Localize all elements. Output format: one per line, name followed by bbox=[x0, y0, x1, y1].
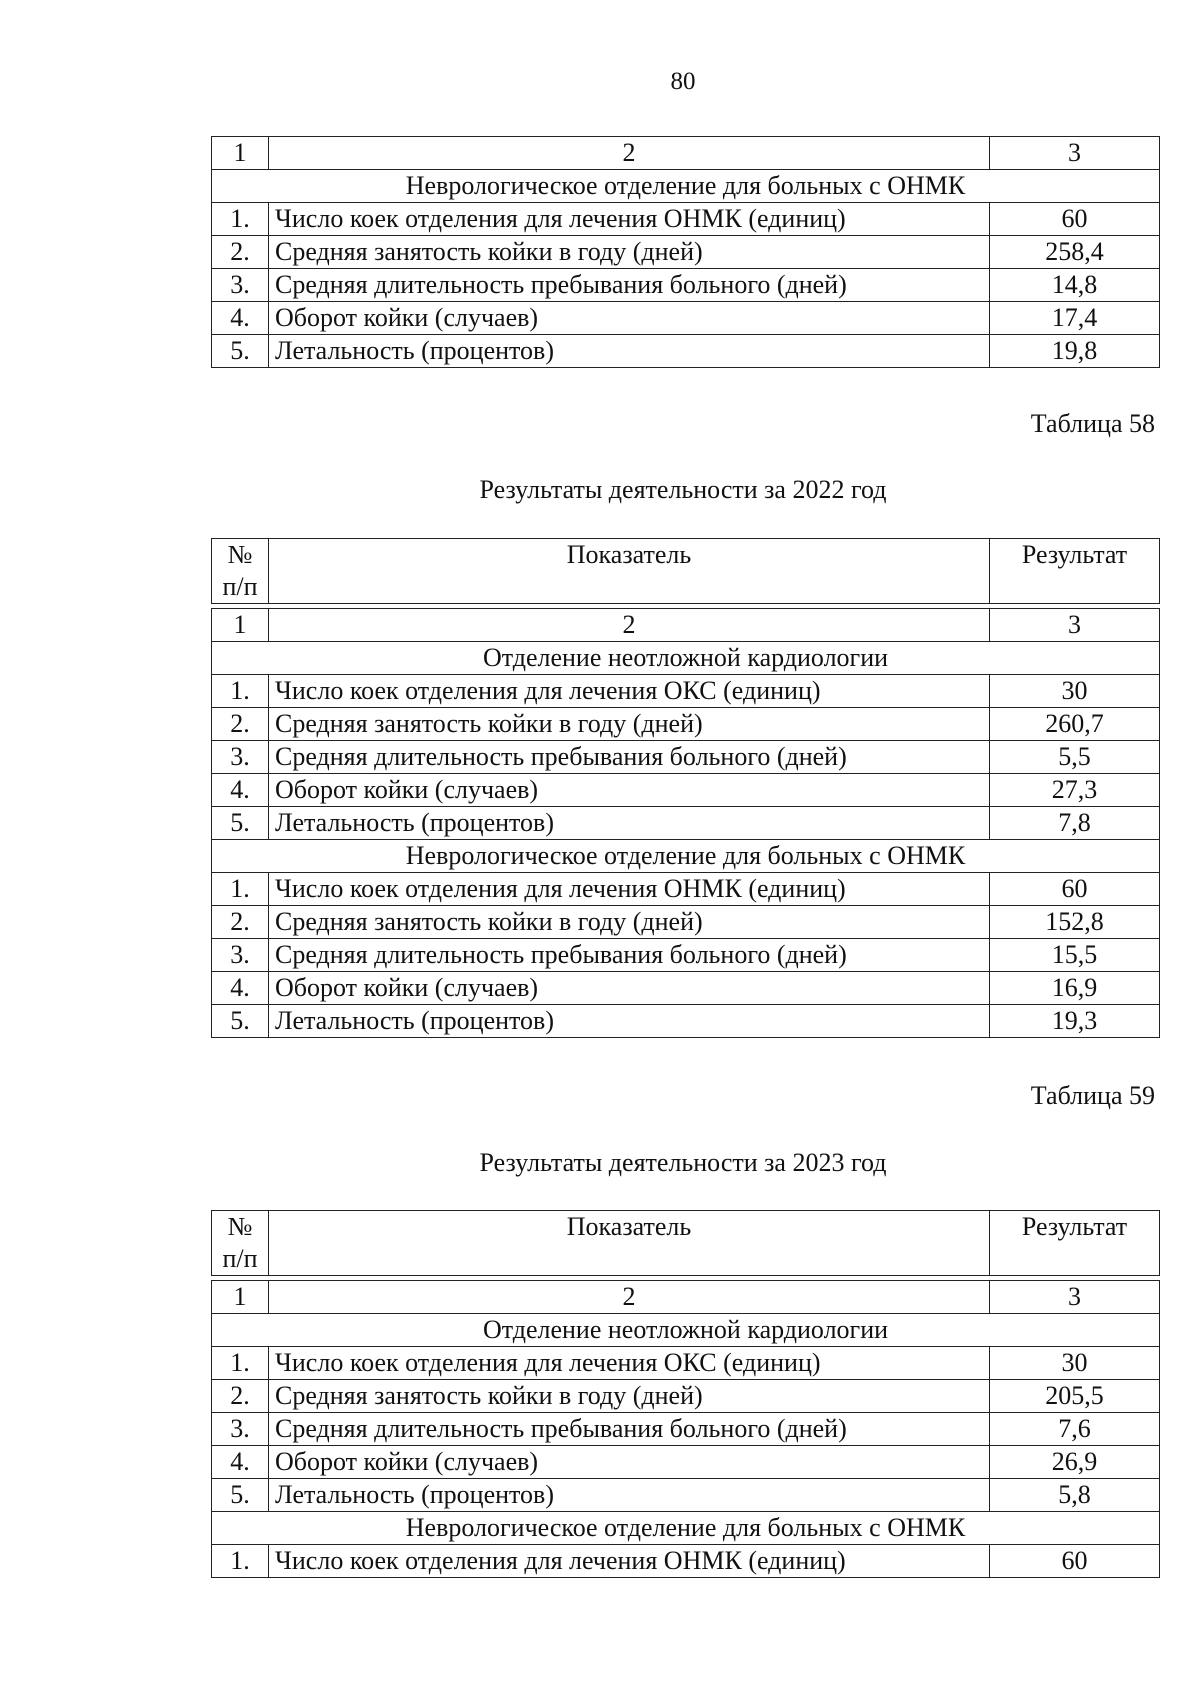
table-row bbox=[212, 1413, 1160, 1446]
indicator-name: Число коек отделения для лечения ОКС (единиц) bbox=[269, 675, 990, 708]
indicator-name: Средняя занятость койки в году (дней) bbox=[269, 236, 990, 269]
indicator-value: 7,6 bbox=[990, 1413, 1160, 1446]
row-number: 1. bbox=[212, 203, 269, 236]
indicator-value: 14,8 bbox=[990, 269, 1160, 302]
indicator-value: 60 bbox=[990, 1545, 1160, 1578]
indicator-name: Оборот койки (случаев) bbox=[269, 1446, 990, 1479]
indicator-name: Средняя длительность пребывания больного (дней) bbox=[269, 269, 990, 302]
table-row bbox=[212, 1005, 1160, 1038]
indicator-value: 19,8 bbox=[990, 335, 1160, 368]
row-number: 3. bbox=[212, 939, 269, 972]
table-row bbox=[212, 774, 1160, 807]
continued-table bbox=[211, 136, 1160, 368]
indicator-value: 5,8 bbox=[990, 1479, 1160, 1512]
indicator-value: 17,4 bbox=[990, 302, 1160, 335]
section-title: Отделение неотложной кардиологии bbox=[212, 1314, 1160, 1347]
header-number-line1: № bbox=[227, 1212, 253, 1241]
section-row bbox=[212, 840, 1160, 873]
indicator-value: 5,5 bbox=[990, 741, 1160, 774]
row-number: 1. bbox=[212, 1545, 269, 1578]
indicator-name: Средняя длительность пребывания больного (дней) bbox=[269, 939, 990, 972]
row-number: 3. bbox=[212, 1413, 269, 1446]
row-number: 1. bbox=[212, 873, 269, 906]
column-number: 2 bbox=[269, 137, 990, 170]
indicator-name: Летальность (процентов) bbox=[269, 335, 990, 368]
row-number: 3. bbox=[212, 741, 269, 774]
table-58-title: Результаты деятельности за 2022 год bbox=[479, 475, 887, 504]
column-number: 2 bbox=[269, 609, 990, 642]
section-title: Неврологическое отделение для больных с ОНМК bbox=[212, 170, 1160, 203]
indicator-value: 60 bbox=[990, 873, 1160, 906]
header-number bbox=[212, 539, 269, 604]
row-number: 5. bbox=[212, 335, 269, 368]
row-number: 2. bbox=[212, 236, 269, 269]
table-row bbox=[212, 873, 1160, 906]
column-number: 1 bbox=[212, 609, 269, 642]
indicator-name: Число коек отделения для лечения ОНМК (единиц) bbox=[269, 203, 990, 236]
table-row bbox=[212, 203, 1160, 236]
table-row bbox=[212, 302, 1160, 335]
table-59-title: Результаты деятельности за 2023 год bbox=[479, 1148, 887, 1177]
indicator-value: 152,8 bbox=[990, 906, 1160, 939]
row-number: 1. bbox=[212, 1347, 269, 1380]
table-row bbox=[212, 675, 1160, 708]
indicator-value: 260,7 bbox=[990, 708, 1160, 741]
table-row bbox=[212, 972, 1160, 1005]
section-row bbox=[212, 170, 1160, 203]
column-number: 3 bbox=[990, 609, 1160, 642]
indicator-name: Оборот койки (случаев) bbox=[269, 972, 990, 1005]
indicator-name: Летальность (процентов) bbox=[269, 1479, 990, 1512]
column-number: 1 bbox=[212, 137, 269, 170]
indicator-value: 7,8 bbox=[990, 807, 1160, 840]
table-row bbox=[212, 335, 1160, 368]
indicator-name: Оборот койки (случаев) bbox=[269, 302, 990, 335]
table-58-label: Таблица 58 bbox=[1030, 409, 1155, 438]
section-row bbox=[212, 1512, 1160, 1545]
table-row bbox=[212, 708, 1160, 741]
table-row bbox=[212, 1347, 1160, 1380]
column-number: 2 bbox=[269, 1281, 990, 1314]
table-row bbox=[212, 1380, 1160, 1413]
indicator-name: Средняя длительность пребывания больного (дней) bbox=[269, 741, 990, 774]
indicator-name: Летальность (процентов) bbox=[269, 1005, 990, 1038]
column-number: 1 bbox=[212, 1281, 269, 1314]
page-number: 80 bbox=[670, 68, 696, 95]
table-row bbox=[212, 269, 1160, 302]
indicator-name: Средняя занятость койки в году (дней) bbox=[269, 906, 990, 939]
row-number: 4. bbox=[212, 972, 269, 1005]
header-number bbox=[212, 1211, 269, 1276]
table-row bbox=[212, 236, 1160, 269]
header-number-line2: п/п bbox=[222, 1244, 258, 1273]
table-59-label: Таблица 59 bbox=[1030, 1081, 1155, 1110]
indicator-name: Средняя длительность пребывания больного (дней) bbox=[269, 1413, 990, 1446]
indicator-name: Средняя занятость койки в году (дней) bbox=[269, 708, 990, 741]
indicator-value: 205,5 bbox=[990, 1380, 1160, 1413]
section-title: Отделение неотложной кардиологии bbox=[212, 642, 1160, 675]
column-number-row bbox=[212, 137, 1160, 170]
indicator-value: 30 bbox=[990, 1347, 1160, 1380]
row-number: 5. bbox=[212, 1005, 269, 1038]
header-number-line1: № bbox=[227, 540, 253, 569]
table-row bbox=[212, 741, 1160, 774]
header-number-line2: п/п bbox=[222, 572, 258, 601]
header-indicator: Показатель bbox=[269, 539, 990, 604]
row-number: 2. bbox=[212, 906, 269, 939]
table-59 bbox=[211, 1210, 1160, 1578]
header-row bbox=[212, 539, 1160, 604]
column-number-row bbox=[212, 1281, 1160, 1314]
row-number: 2. bbox=[212, 1380, 269, 1413]
indicator-value: 30 bbox=[990, 675, 1160, 708]
table-row bbox=[212, 1479, 1160, 1512]
indicator-name: Средняя занятость койки в году (дней) bbox=[269, 1380, 990, 1413]
table-row bbox=[212, 807, 1160, 840]
indicator-value: 15,5 bbox=[990, 939, 1160, 972]
indicator-value: 19,3 bbox=[990, 1005, 1160, 1038]
section-row bbox=[212, 1314, 1160, 1347]
header-row bbox=[212, 1211, 1160, 1276]
row-number: 4. bbox=[212, 774, 269, 807]
row-number: 5. bbox=[212, 807, 269, 840]
indicator-value: 16,9 bbox=[990, 972, 1160, 1005]
column-number: 3 bbox=[990, 1281, 1160, 1314]
row-number: 4. bbox=[212, 1446, 269, 1479]
header-result: Результат bbox=[990, 539, 1160, 604]
row-number: 2. bbox=[212, 708, 269, 741]
table-58 bbox=[211, 538, 1160, 1038]
row-number: 4. bbox=[212, 302, 269, 335]
table-row bbox=[212, 906, 1160, 939]
column-number-row bbox=[212, 609, 1160, 642]
indicator-value: 258,4 bbox=[990, 236, 1160, 269]
header-indicator: Показатель bbox=[269, 1211, 990, 1276]
table-row bbox=[212, 1545, 1160, 1578]
section-row bbox=[212, 642, 1160, 675]
indicator-value: 60 bbox=[990, 203, 1160, 236]
table-row bbox=[212, 939, 1160, 972]
table-row bbox=[212, 1446, 1160, 1479]
row-number: 3. bbox=[212, 269, 269, 302]
indicator-name: Число коек отделения для лечения ОНМК (единиц) bbox=[269, 1545, 990, 1578]
section-title: Неврологическое отделение для больных с ОНМК bbox=[212, 840, 1160, 873]
indicator-name: Число коек отделения для лечения ОКС (единиц) bbox=[269, 1347, 990, 1380]
row-number: 5. bbox=[212, 1479, 269, 1512]
indicator-name: Летальность (процентов) bbox=[269, 807, 990, 840]
indicator-name: Оборот койки (случаев) bbox=[269, 774, 990, 807]
section-title: Неврологическое отделение для больных с ОНМК bbox=[212, 1512, 1160, 1545]
indicator-value: 26,9 bbox=[990, 1446, 1160, 1479]
indicator-value: 27,3 bbox=[990, 774, 1160, 807]
header-result: Результат bbox=[990, 1211, 1160, 1276]
column-number: 3 bbox=[990, 137, 1160, 170]
indicator-name: Число коек отделения для лечения ОНМК (единиц) bbox=[269, 873, 990, 906]
row-number: 1. bbox=[212, 675, 269, 708]
